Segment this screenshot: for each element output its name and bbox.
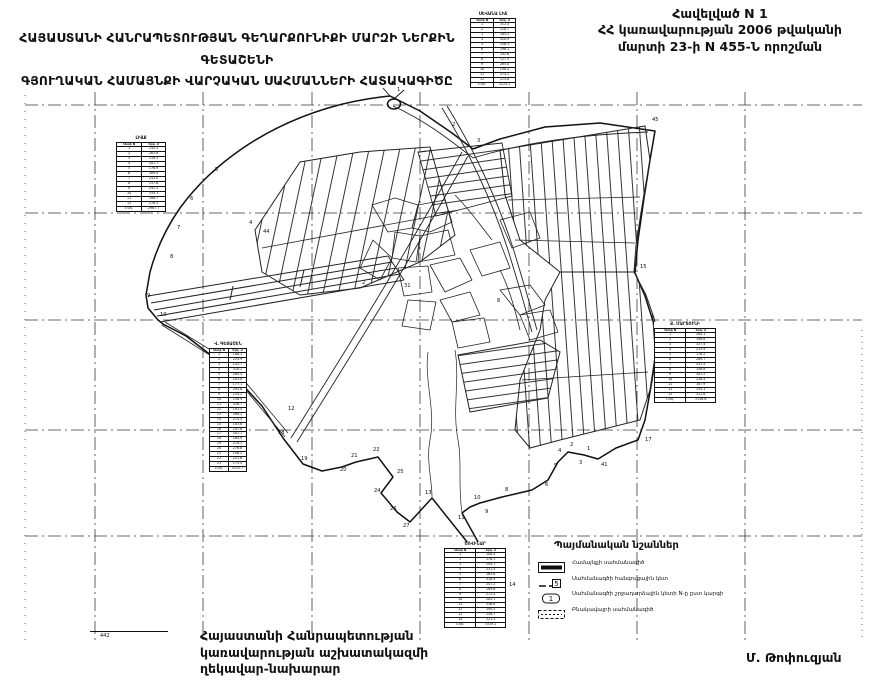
signatory-line: կառավարության աշխատակազմի bbox=[200, 644, 429, 660]
table-row: 6 298.1 bbox=[471, 47, 516, 52]
table-row: 9 272.4 bbox=[445, 592, 506, 597]
table-row: 9 301.2 bbox=[655, 372, 716, 377]
boundary-table-header: Երկ. մ bbox=[229, 348, 247, 353]
boundary-point-label: 2 bbox=[362, 280, 366, 286]
community-boundary-line-icon bbox=[538, 558, 565, 569]
title-line-1: ՀԱՅԱՍՏԱՆԻ ՀԱՆՐԱՊԵՏՈՒԹՅԱՆ ԳԵՂԱՐՔՈՒՆԻՔԻ ՄԱՐԶԻ ՆԵՐՔԻՆ ԳԵՏԱՇԵՆԻ bbox=[19, 31, 455, 67]
table-row: 11 187.9 bbox=[655, 382, 716, 387]
table-row: 9 154.3 bbox=[210, 392, 247, 397]
table-row: 16 247.8 bbox=[210, 427, 247, 432]
table-row: 7 247.2 bbox=[445, 582, 506, 587]
appendix-line: Հավելված N 1 bbox=[672, 6, 768, 21]
legend-item-junction-point bbox=[538, 574, 788, 588]
table-row: 4 215.9 bbox=[655, 348, 716, 353]
field-block-ne bbox=[500, 126, 650, 272]
boundary-point-label: 27 bbox=[403, 523, 410, 529]
boundary-table-title: ՍԵՎԱՆԱ ԼԻՃ bbox=[478, 11, 508, 16]
table-row: 11 374.2 bbox=[471, 72, 516, 77]
table-row: Ընդ. 2987.7 bbox=[117, 206, 166, 211]
boundary-turn-point-icon bbox=[538, 589, 565, 604]
boundary-table-header: Երկ. մ bbox=[142, 142, 166, 147]
boundary-point-label: 8 bbox=[505, 487, 509, 493]
legend-item-label: Բնակավայրի սահմանագիծ bbox=[572, 606, 654, 613]
table-row: 14 215.4 bbox=[210, 417, 247, 422]
table-row: 12 191.5 bbox=[210, 407, 247, 412]
table-row: 6 203.8 bbox=[210, 377, 247, 382]
boundary-point-label: 26 bbox=[390, 506, 397, 512]
boundary-point-label: 31 bbox=[404, 283, 411, 289]
table-row: 9 292.3 bbox=[117, 186, 166, 191]
table-row: 5 156.3 bbox=[471, 43, 516, 48]
table-row: 5 176.2 bbox=[655, 353, 716, 358]
signature-name: Մ. Թոփուզյան bbox=[746, 650, 842, 665]
boundary-point-label: 3 bbox=[579, 460, 583, 466]
table-row: 12 215.8 bbox=[471, 77, 516, 82]
table-row: 23 173.4 bbox=[210, 462, 247, 467]
table-row: 6 318.9 bbox=[445, 577, 506, 582]
legend-title: Պայմանական նշաններ bbox=[554, 540, 679, 551]
table-row: 2 228.7 bbox=[471, 28, 516, 33]
table-row: 3 142.7 bbox=[210, 363, 247, 368]
boundary-point-label: 24 bbox=[374, 488, 381, 494]
table-row: 19 229.3 bbox=[210, 442, 247, 447]
boundary-point-label: 10 bbox=[160, 312, 167, 318]
boundary-point-label: 6 bbox=[545, 482, 549, 488]
boundary-table-title: ԾՈՎԻՆԱՐ bbox=[464, 541, 486, 546]
legend-item-settlement-boundary bbox=[538, 605, 788, 616]
table-row: 7 342.6 bbox=[471, 52, 516, 57]
table-row: 2 198.6 bbox=[655, 338, 716, 343]
boundary-point-label: 17 bbox=[645, 437, 652, 443]
table-row: 3 185.2 bbox=[471, 33, 516, 38]
boundary-table-header: Երկ. մ bbox=[494, 18, 516, 23]
table-row: 5 265.4 bbox=[210, 373, 247, 378]
boundary-point-label: 20 bbox=[340, 467, 347, 473]
boundary-point-label: 12 bbox=[288, 406, 295, 412]
decree-line: ՀՀ կառավարության 2006 թվականի bbox=[598, 22, 842, 38]
table-row: 12 276.5 bbox=[117, 201, 166, 206]
legend-item-label: Սահմանագծի շրջադարձային կետի N-ը ըստ կարգի bbox=[572, 591, 724, 598]
table-row: 10 334.1 bbox=[117, 191, 166, 196]
boundary-table-header: Կետի N bbox=[655, 328, 686, 333]
boundary-point-label: 45 bbox=[652, 117, 659, 123]
title-line-2: ԳՅՈՒՂԱԿԱՆ ՀԱՄԱՅՆՔԻ ՎԱՐՉԱԿԱՆ ՍԱՀՄԱՆՆԵՐԻ ՀԱՏԱԿԱԳԻԾԸ bbox=[21, 74, 453, 89]
table-row: 1 145.2 bbox=[117, 147, 166, 152]
table-row: 4 420.9 bbox=[471, 38, 516, 43]
table-row: 3 327.4 bbox=[655, 343, 716, 348]
boundary-table-title: Ք. ՄԱՐՏՈՒՆԻ bbox=[670, 321, 700, 326]
boundary-point-label: 9 bbox=[147, 293, 151, 299]
boundary-table-header: Երկ. մ bbox=[476, 548, 506, 553]
boundary-point-label: 2 bbox=[452, 122, 456, 128]
boundary-table bbox=[209, 342, 247, 472]
boundary-point-label: 5 bbox=[554, 463, 558, 469]
table-row: 10 205.1 bbox=[445, 597, 506, 602]
svg-text:1: 1 bbox=[548, 595, 554, 604]
table-row: 2 263.8 bbox=[117, 152, 166, 157]
table-row: 13 258.7 bbox=[445, 612, 506, 617]
boundary-point-label: 11 bbox=[458, 515, 465, 521]
table-row: 7 243.0 bbox=[117, 176, 166, 181]
table-row: 8 127.5 bbox=[471, 57, 516, 62]
boundary-table-header: Երկ. մ bbox=[686, 328, 716, 333]
boundary-point-label: 21 bbox=[351, 453, 358, 459]
boundary-point-label: 41 bbox=[601, 462, 608, 468]
boundary-point-label: 7 bbox=[177, 225, 181, 231]
boundary-point-label: 1 bbox=[587, 446, 591, 452]
boundary-point-label: 19 bbox=[301, 456, 308, 462]
boundary-point-label: 3 bbox=[477, 138, 481, 144]
boundary-point-label: 25 bbox=[397, 469, 404, 475]
table-row: 1 186.3 bbox=[210, 353, 247, 358]
settlement-boundary-line-icon bbox=[538, 605, 565, 616]
scale-bar-line bbox=[90, 631, 168, 632]
table-row: 11 188.7 bbox=[117, 196, 166, 201]
table-row: 5 176.9 bbox=[117, 167, 166, 172]
table-row: 17 302.1 bbox=[210, 432, 247, 437]
table-row: 3 294.7 bbox=[445, 563, 506, 568]
table-row: 12 194.5 bbox=[445, 607, 506, 612]
boundary-point-label: 44 bbox=[263, 229, 270, 235]
scale-bar-label: 442 bbox=[100, 633, 110, 639]
table-row: 7 177.1 bbox=[210, 382, 247, 387]
table-row: Ընդ. 5233.7 bbox=[210, 467, 247, 472]
table-row: 8 157.6 bbox=[117, 181, 166, 186]
boundary-point-label: 9 bbox=[485, 509, 489, 515]
table-row: Ընդ. 3125.1 bbox=[471, 82, 516, 87]
boundary-point-label: 2 bbox=[570, 442, 574, 448]
boundary-point-label: 10 bbox=[474, 495, 481, 501]
boundary-table bbox=[654, 322, 716, 403]
legend bbox=[538, 540, 788, 620]
table-row: 2 224.9 bbox=[210, 358, 247, 363]
table-row: 13 268.2 bbox=[210, 412, 247, 417]
table-row: 7 243.5 bbox=[655, 362, 716, 367]
legend-item-turn-point-number bbox=[538, 589, 788, 604]
signatory-line: Հայաստանի Հանրապետության bbox=[200, 628, 414, 643]
table-row: 3 318.5 bbox=[117, 157, 166, 162]
boundary-table-header: Կետի N bbox=[210, 348, 229, 353]
boundary-point-label: 6 bbox=[190, 196, 194, 202]
table-row: 1 208.4 bbox=[445, 553, 506, 558]
boundary-table-title: ԼԻՃՔ bbox=[135, 135, 147, 140]
table-row: 8 158.8 bbox=[655, 367, 716, 372]
legend-item-label: Համայնքի սահմանագիծ bbox=[572, 560, 645, 567]
table-row: 11 326.7 bbox=[210, 402, 247, 407]
legend-item-community-boundary bbox=[538, 558, 788, 569]
boundary-point-label: 5 bbox=[215, 167, 219, 173]
table-row: 6 389.4 bbox=[117, 171, 166, 176]
table-row: 4 318.2 bbox=[210, 368, 247, 373]
table-row: 8 189.6 bbox=[445, 587, 506, 592]
decree-line: մարտի 23-ի N 455-Ն որոշման bbox=[617, 38, 823, 54]
table-row: 1 312.4 bbox=[471, 23, 516, 28]
boundary-point-label: 22 bbox=[373, 447, 380, 453]
boundary-point-label: 15 bbox=[640, 264, 647, 270]
table-row: 22 251.6 bbox=[210, 457, 247, 462]
table-row: 5 163.8 bbox=[445, 573, 506, 578]
boundary-table bbox=[444, 542, 506, 628]
table-row: 10 238.9 bbox=[210, 397, 247, 402]
table-row: 18 164.9 bbox=[210, 437, 247, 442]
table-row: 13 312.6 bbox=[655, 392, 716, 397]
boundary-point-label: 18 bbox=[278, 430, 285, 436]
boundary-junction-point-icon bbox=[538, 574, 565, 588]
streams bbox=[427, 350, 462, 512]
table-row: 2 176.3 bbox=[445, 558, 506, 563]
boundary-point-label: 4 bbox=[558, 448, 562, 454]
table-row: 10 198.4 bbox=[471, 67, 516, 72]
boundary-table-title: Վ. ԳԵՏԱՇԵՆ bbox=[214, 341, 242, 346]
boundary-point-label: 8 bbox=[170, 254, 174, 260]
boundary-point-label: 8 bbox=[497, 298, 501, 304]
boundary-point-label: 4 bbox=[249, 220, 253, 226]
boundary-table-header: Կետի N bbox=[471, 18, 494, 23]
table-row: 12 254.3 bbox=[655, 387, 716, 392]
table-row: Ընդ. 3319.2 bbox=[445, 622, 506, 627]
table-row: Ընդ. 3156.6 bbox=[655, 397, 716, 402]
scale-bar bbox=[90, 622, 176, 639]
table-row: 4 231.5 bbox=[445, 568, 506, 573]
table-row: 14 221.3 bbox=[445, 617, 506, 622]
table-row: 4 201.7 bbox=[117, 162, 166, 167]
boundary-table bbox=[116, 136, 166, 212]
boundary-point-label: 1 bbox=[397, 87, 401, 93]
boundary-table bbox=[470, 12, 516, 88]
table-row: 20 276.8 bbox=[210, 447, 247, 452]
legend-item-label: Սահմանագծի հանգուցային կետ bbox=[572, 575, 669, 582]
table-row: 6 289.7 bbox=[655, 357, 716, 362]
table-row: 21 198.2 bbox=[210, 452, 247, 457]
boundary-point-label: 14 bbox=[509, 582, 516, 588]
table-row: 1 264.1 bbox=[655, 333, 716, 338]
table-row: 11 336.8 bbox=[445, 602, 506, 607]
signatory-block bbox=[200, 628, 428, 678]
boundary-point-label: 13 bbox=[425, 490, 432, 496]
boundary-table-header: Կետի N bbox=[117, 142, 142, 147]
table-row: 15 183.6 bbox=[210, 422, 247, 427]
svg-text:5: 5 bbox=[554, 579, 559, 588]
table-row: 10 226.4 bbox=[655, 377, 716, 382]
table-row: 9 265.0 bbox=[471, 62, 516, 67]
table-row: 8 292.6 bbox=[210, 387, 247, 392]
signatory-line: ղեկավար-նախարար bbox=[200, 661, 341, 676]
boundary-table-header: Կետի N bbox=[445, 548, 476, 553]
